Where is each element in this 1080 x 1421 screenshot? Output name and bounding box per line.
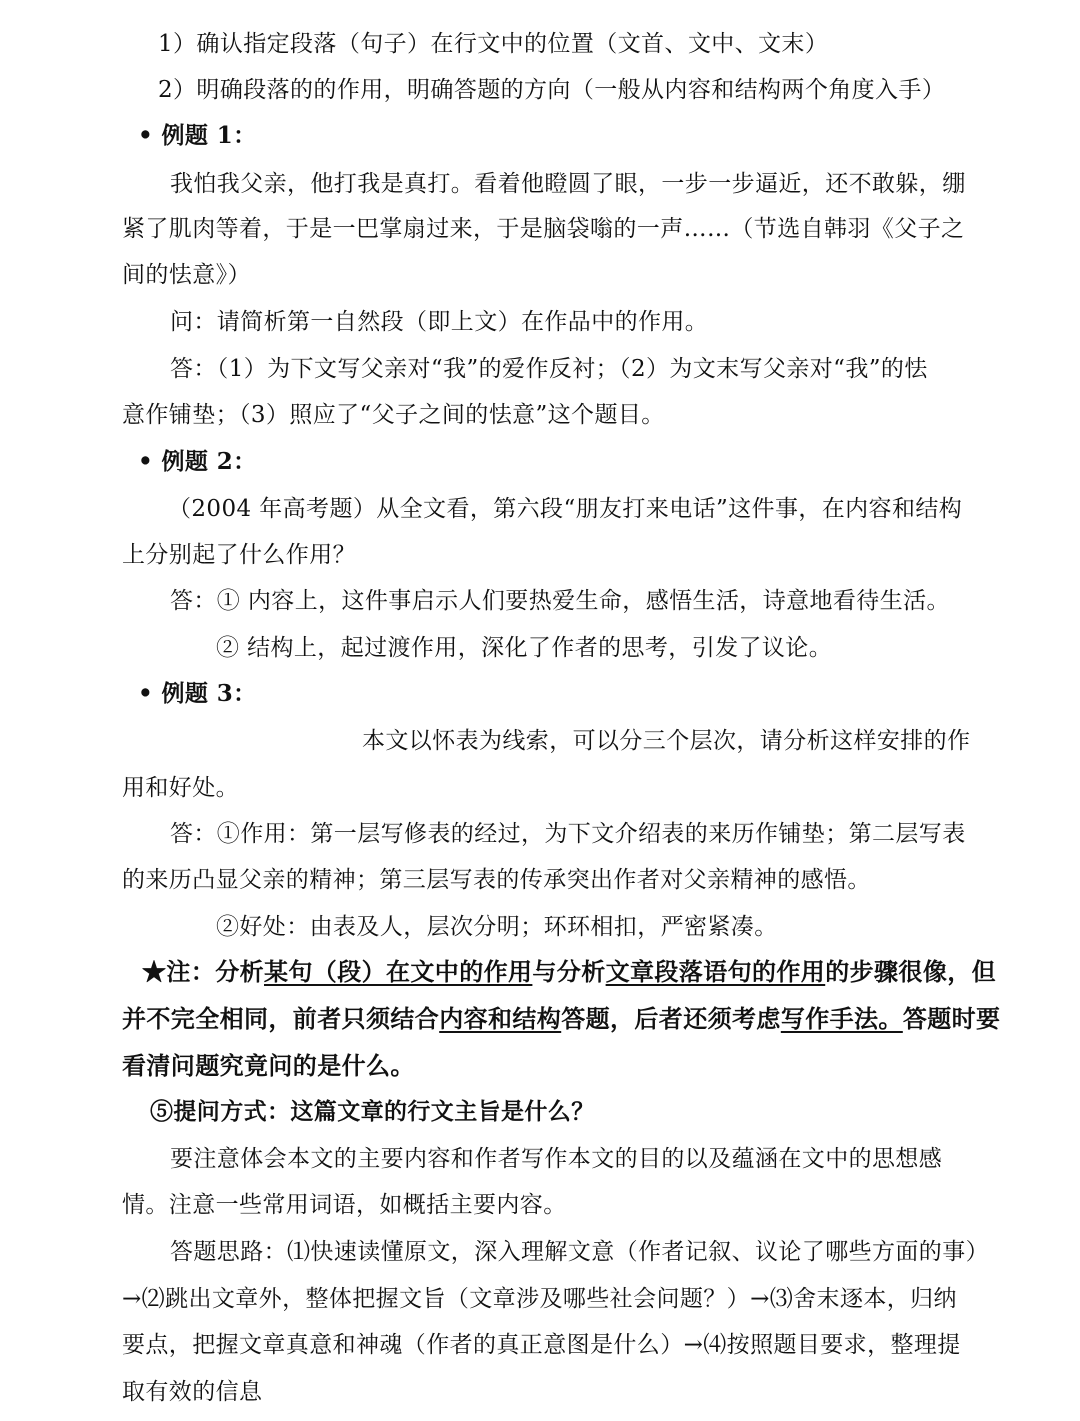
example-3-question-line-1: 本文以怀表为线索，可以分三个层次，请分析这样安排的作 bbox=[362, 728, 971, 754]
answer-approach-line-4: 取有效的信息 bbox=[122, 1379, 263, 1405]
example-3-answer-line-3: ②好处：由表及人，层次分明；环环相扣，严密紧凑。 bbox=[216, 914, 778, 940]
example-1-text-line-3: 间的怯意》） bbox=[122, 262, 251, 288]
example-2-answer-line-1: 答：① 内容上，这件事启示人们要热爱生命，感悟生活，诗意地看待生活。 bbox=[170, 588, 950, 614]
step-1-line: 1）确认指定段落（句子）在行文中的位置（文首、文中、文末） bbox=[158, 31, 829, 57]
section-5-text-line-2: 情。注意一些常用词语，如概括主要内容。 bbox=[122, 1192, 567, 1218]
answer-approach-line-2: →⑵跳出文章外，整体把握文旨（文章涉及哪些社会问题？）→⑶舍末逐本，归纳 bbox=[122, 1286, 957, 1312]
example-1-text-line-2: 紧了肌肉等着，于是一巴掌扇过来，于是脑袋嗡的一声……（节选自韩羽《父子之 bbox=[122, 216, 965, 242]
example-3-heading: • 例题 3： bbox=[138, 680, 257, 707]
note-line-3: 看清问题究竟问的是什么。 bbox=[122, 1051, 415, 1080]
note-line-1: ★注：分析某句（段）在文中的作用与分析文章段落语句的作用的步骤很像，但 bbox=[142, 957, 997, 986]
example-1-heading: • 例题 1： bbox=[138, 122, 257, 149]
example-2-heading: • 例题 2： bbox=[138, 448, 257, 475]
example-2-question-line-1: （2004 年高考题）从全文看，第六段“朋友打来电话”这件事，在内容和结构 bbox=[168, 496, 963, 522]
section-5-heading: ⑤提问方式：这篇文章的行文主旨是什么？ bbox=[150, 1098, 595, 1125]
example-2-question-line-2: 上分别起了什么作用？ bbox=[122, 542, 356, 568]
underline-phrase-1: 某句（段）在文中的作用 bbox=[264, 957, 533, 986]
example-1-question: 问：请简析第一自然段（即上文）在作品中的作用。 bbox=[170, 309, 709, 335]
step-2-line: 2）明确段落的的作用，明确答题的方向（一般从内容和结构两个角度入手） bbox=[158, 77, 946, 103]
answer-approach-line-3: 要点，把握文章真意和神魂（作者的真正意图是什么）→⑷按照题目要求，整理提 bbox=[122, 1332, 961, 1358]
example-1-answer-line-1: 答：（1）为下文写父亲对“我”的爱作反衬；（2）为文末写父亲对“我”的怯 bbox=[170, 356, 928, 382]
note-line-2: 并不完全相同，前者只须结合内容和结构答题，后者还须考虑写作手法。答题时要 bbox=[122, 1004, 1001, 1033]
example-3-question-line-2: 用和好处。 bbox=[122, 775, 239, 801]
example-1-text-line-1: 我怕我父亲，他打我是真打。看着他瞪圆了眼，一步一步逼近，还不敢躲，绷 bbox=[170, 171, 966, 197]
example-3-answer-line-2: 的来历凸显父亲的精神；第三层写表的传承突出作者对父亲精神的感悟。 bbox=[122, 867, 871, 893]
example-2-answer-line-2: ② 结构上，起过渡作用，深化了作者的思考，引发了议论。 bbox=[216, 635, 833, 661]
underline-phrase-3: 内容和结构 bbox=[439, 1004, 562, 1033]
underline-phrase-2: 文章段落语句的作用 bbox=[605, 957, 826, 986]
section-5-text-line-1: 要注意体会本文的主要内容和作者写作本文的目的以及蕴涵在文中的思想感 bbox=[170, 1146, 943, 1172]
example-1-answer-line-2: 意作铺垫；（3）照应了“父子之间的怯意”这个题目。 bbox=[122, 402, 665, 428]
answer-approach-line-1: 答题思路：⑴快速读懂原文，深入理解文意（作者记叙、议论了哪些方面的事） bbox=[170, 1239, 989, 1265]
underline-phrase-4: 写作手法。 bbox=[780, 1004, 903, 1033]
example-3-answer-line-1: 答：①作用：第一层写修表的经过，为下文介绍表的来历作铺垫；第二层写表 bbox=[170, 821, 966, 847]
